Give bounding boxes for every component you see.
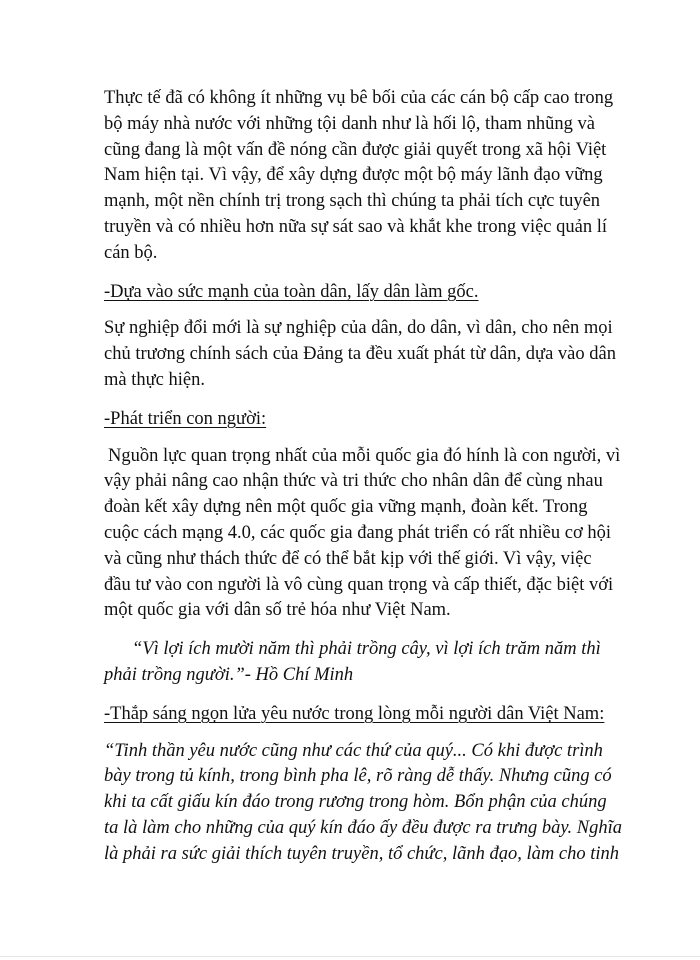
quote-line: “Tinh thần yêu nước cũng như các thứ của quý... Có khi được trình [104, 740, 603, 761]
text-line: Thực tế đã có không ít những vụ bê bối của các cán bộ cấp cao trong [104, 88, 614, 108]
paragraph-intro [104, 86, 614, 267]
quote-ho-chi-minh [104, 637, 604, 689]
text-line: cán bộ. [104, 242, 158, 263]
section-heading-patriotism [104, 702, 604, 728]
text-line: cũng đang là một vấn đề nóng cần được giải quyết trong xã hội Việt [104, 139, 607, 160]
heading-text: -Phát triển con người: [104, 408, 267, 429]
quote-line: ta là làm cho những của quý kín đáo ấy đều được ra trưng bày. Nghĩa [104, 817, 622, 838]
document-body [104, 86, 622, 881]
text-line: cuộc cách mạng 4.0, các quốc gia đang phát triển có rất nhiều cơ hội [104, 522, 612, 543]
text-line: chủ trương chính sách của Đảng ta đều xuất phát từ dân, dựa vào dân [104, 344, 616, 365]
quote-line: “Vì lợi ích mười năm thì phải trồng cây, vì lợi ích trăm năm thì [132, 639, 601, 660]
quote-line: phải trồng người.”- Hồ Chí Minh [104, 664, 354, 685]
heading-text: -Dựa vào sức mạnh của toàn dân, lấy dân làm gốc. [104, 281, 479, 302]
text-line: Nam hiện tại. Vì vậy, để xây dựng được một bộ máy lãnh đạo vững [104, 165, 603, 186]
text-line: đầu tư vào con người là vô cùng quan trọng và cấp thiết, đặc biệt với [104, 574, 614, 595]
text-line: truyền và có nhiều hơn nữa sự sát sao và khắt khe trong việc quản lí [104, 216, 607, 237]
paragraph-people [104, 316, 616, 393]
text-line: bộ máy nhà nước với những tội danh như là hối lộ, tham nhũng và [104, 113, 596, 134]
text-line: Nguồn lực quan trọng nhất của mỗi quốc gia đó hính là con người, vì [108, 445, 621, 466]
quote-line: khi ta cất giấu kín đáo trong rương trong hòm. Bổn phận của chúng [104, 792, 607, 813]
paragraph-humans [104, 444, 621, 625]
section-heading-people [104, 280, 604, 306]
section-heading-humans [104, 407, 604, 433]
text-line: một quốc gia với dân số trẻ hóa như Việt Nam. [104, 600, 451, 621]
text-line: mạnh, một nền chính trị trong sạch thì chúng ta phải tích cực tuyên [104, 191, 601, 212]
quote-patriotism [104, 739, 622, 868]
text-line: mà thực hiện. [104, 369, 205, 390]
text-line: và cũng như thách thức để có thể bắt kịp với thế giới. Vì vậy, việc [104, 548, 592, 569]
text-line: đoàn kết xây dựng nên một quốc gia vững mạnh, đoàn kết. Trong [104, 497, 588, 518]
text-line: vậy phải nâng cao nhận thức và tri thức cho nhân dân để cùng nhau [104, 471, 603, 492]
quote-line: bày trong tủ kính, trong bình pha lê, rõ ràng dễ thấy. Nhưng cũng có [104, 766, 612, 787]
quote-line: là phải ra sức giải thích tuyên truyền, tổ chức, lãnh đạo, làm cho tinh [104, 843, 619, 864]
text-line: Sự nghiệp đổi mới là sự nghiệp của dân, do dân, vì dân, cho nên mọi [104, 318, 613, 339]
page-bottom-edge [0, 956, 700, 957]
heading-text: -Thắp sáng ngọn lửa yêu nước trong lòng mỗi người dân Việt Nam: [104, 703, 605, 724]
